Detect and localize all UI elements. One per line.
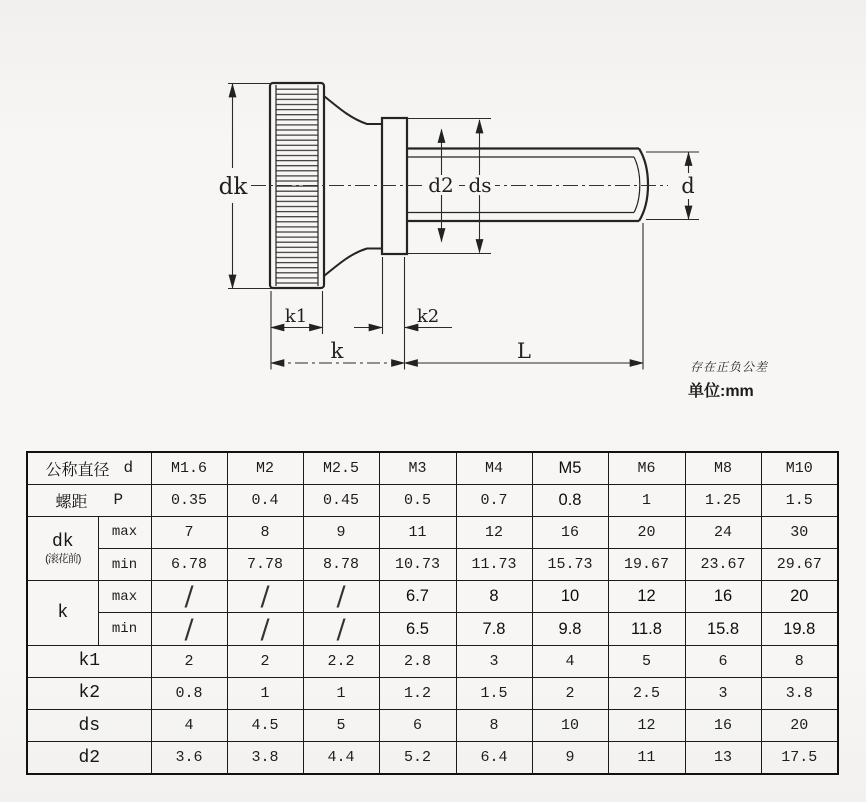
cell-k2-0: 0.8 [151, 677, 227, 709]
cell-k-min-7: 15.8 [685, 613, 761, 645]
cell-P-1: 0.4 [227, 484, 303, 516]
cell-k-min-8: 19.8 [761, 613, 838, 645]
cell-dk-max-2: 9 [303, 516, 379, 548]
cell-dk-min-4: 11.73 [456, 549, 532, 581]
cell-k2-3: 1.2 [379, 677, 456, 709]
dim-label-L: L [517, 339, 531, 363]
dim-label-k2: k2 [416, 306, 440, 327]
cell-k1-6: 5 [608, 645, 685, 677]
cell-k1-8: 8 [761, 645, 838, 677]
cell-k-min-6: 11.8 [608, 613, 685, 645]
cell-k2-5: 2 [532, 677, 608, 709]
cell-dk-min-2: 8.78 [303, 549, 379, 581]
row-sublabel-k-min: min [98, 613, 151, 645]
cell-k1-3: 2.8 [379, 645, 456, 677]
cell-d2-2: 4.4 [303, 742, 379, 774]
cell-k-max-4: 8 [456, 581, 532, 613]
row-label-ds: ds [27, 710, 151, 742]
cell-P-3: 0.5 [379, 484, 456, 516]
col-header-M8: M8 [685, 452, 761, 484]
cell-dk-min-1: 7.78 [227, 549, 303, 581]
cell-dk-max-4: 12 [456, 516, 532, 548]
dim-label-d2: d2 [428, 173, 454, 197]
cell-k-max-6: 12 [608, 581, 685, 613]
cell-k-min-3: 6.5 [379, 613, 456, 645]
cell-k1-1: 2 [227, 645, 303, 677]
cell-P-2: 0.45 [303, 484, 379, 516]
cell-d2-8: 17.5 [761, 742, 838, 774]
cell-d2-5: 9 [532, 742, 608, 774]
cell-k2-6: 2.5 [608, 677, 685, 709]
cell-k-min-0: / [151, 613, 227, 645]
cell-dk-max-6: 20 [608, 516, 685, 548]
cell-d2-7: 13 [685, 742, 761, 774]
cell-d2-3: 5.2 [379, 742, 456, 774]
dim-label-k: k [330, 339, 344, 363]
spec-table [26, 451, 839, 775]
cell-P-8: 1.5 [761, 484, 838, 516]
cell-k1-2: 2.2 [303, 645, 379, 677]
cell-k-max-7: 16 [685, 581, 761, 613]
cell-dk-max-5: 16 [532, 516, 608, 548]
head-flare-bottom [324, 249, 382, 277]
cell-k-max-2: / [303, 581, 379, 613]
tolerance-note: 存在正负公差 [690, 360, 769, 374]
cell-ds-6: 12 [608, 710, 685, 742]
cell-k2-1: 1 [227, 677, 303, 709]
cell-k-min-5: 9.8 [532, 613, 608, 645]
col-header-M10: M10 [761, 452, 838, 484]
row-label-k1: k1 [27, 645, 151, 677]
row-label-dk: dk (滚花前) [27, 516, 98, 580]
cell-dk-min-5: 15.73 [532, 549, 608, 581]
row-label-d2: d2 [27, 742, 151, 774]
row-label-k: k [27, 581, 98, 645]
unit-note: 单位:mm [688, 383, 754, 400]
cell-ds-3: 6 [379, 710, 456, 742]
col-header-M2: M2 [227, 452, 303, 484]
cell-k-max-5: 10 [532, 581, 608, 613]
cell-ds-1: 4.5 [227, 710, 303, 742]
cell-P-7: 1.25 [685, 484, 761, 516]
cell-k2-4: 1.5 [456, 677, 532, 709]
cell-ds-7: 16 [685, 710, 761, 742]
row-sublabel-dk-max: max [98, 516, 151, 548]
col-header-M1.6: M1.6 [151, 452, 227, 484]
col-header-M6: M6 [608, 452, 685, 484]
cell-P-4: 0.7 [456, 484, 532, 516]
cell-k-min-2: / [303, 613, 379, 645]
cell-d2-0: 3.6 [151, 742, 227, 774]
cell-k-max-3: 6.7 [379, 581, 456, 613]
col-header-M5: M5 [532, 452, 608, 484]
cell-d2-1: 3.8 [227, 742, 303, 774]
cell-k-min-1: / [227, 613, 303, 645]
cell-k2-7: 3 [685, 677, 761, 709]
cell-k1-4: 3 [456, 645, 532, 677]
cell-k-min-4: 7.8 [456, 613, 532, 645]
dim-label-k1: k1 [284, 306, 308, 327]
head-flare-top [324, 96, 382, 124]
cell-dk-max-7: 24 [685, 516, 761, 548]
cell-ds-2: 5 [303, 710, 379, 742]
cell-dk-max-0: 7 [151, 516, 227, 548]
cell-d2-4: 6.4 [456, 742, 532, 774]
row-sublabel-dk-min: min [98, 549, 151, 581]
col-header-M3: M3 [379, 452, 456, 484]
cell-k-max-0: / [151, 581, 227, 613]
cell-d2-6: 11 [608, 742, 685, 774]
cell-P-0: 0.35 [151, 484, 227, 516]
row-label-pitch: 螺距 P [27, 484, 151, 516]
cell-k1-0: 2 [151, 645, 227, 677]
cell-dk-max-8: 30 [761, 516, 838, 548]
cell-dk-min-7: 23.67 [685, 549, 761, 581]
cell-k1-7: 6 [685, 645, 761, 677]
cell-ds-5: 10 [532, 710, 608, 742]
cell-ds-0: 4 [151, 710, 227, 742]
cell-k1-5: 4 [532, 645, 608, 677]
col-header-M4: M4 [456, 452, 532, 484]
dim-label-ds: ds [468, 173, 492, 197]
dim-label-dk: dk [218, 174, 248, 200]
dim-k-L [271, 223, 643, 370]
cell-dk-min-6: 19.67 [608, 549, 685, 581]
cell-dk-min-0: 6.78 [151, 549, 227, 581]
cell-ds-8: 20 [761, 710, 838, 742]
cell-P-6: 1 [608, 484, 685, 516]
row-label-k2: k2 [27, 677, 151, 709]
cell-k-max-1: / [227, 581, 303, 613]
row-sublabel-k-max: max [98, 581, 151, 613]
cell-dk-max-3: 11 [379, 516, 456, 548]
cell-ds-4: 8 [456, 710, 532, 742]
col-header-M2.5: M2.5 [303, 452, 379, 484]
cell-dk-min-3: 10.73 [379, 549, 456, 581]
cell-k2-2: 1 [303, 677, 379, 709]
cell-dk-max-1: 8 [227, 516, 303, 548]
cell-dk-min-8: 29.67 [761, 549, 838, 581]
cell-P-5: 0.8 [532, 484, 608, 516]
shaft-tip-chamfer [634, 157, 640, 213]
dim-label-d: d [681, 174, 695, 198]
cell-k-max-8: 20 [761, 581, 838, 613]
cell-k2-8: 3.8 [761, 677, 838, 709]
spec-table-body [27, 452, 838, 774]
row-label-diameter: 公称直径 d [27, 452, 151, 484]
